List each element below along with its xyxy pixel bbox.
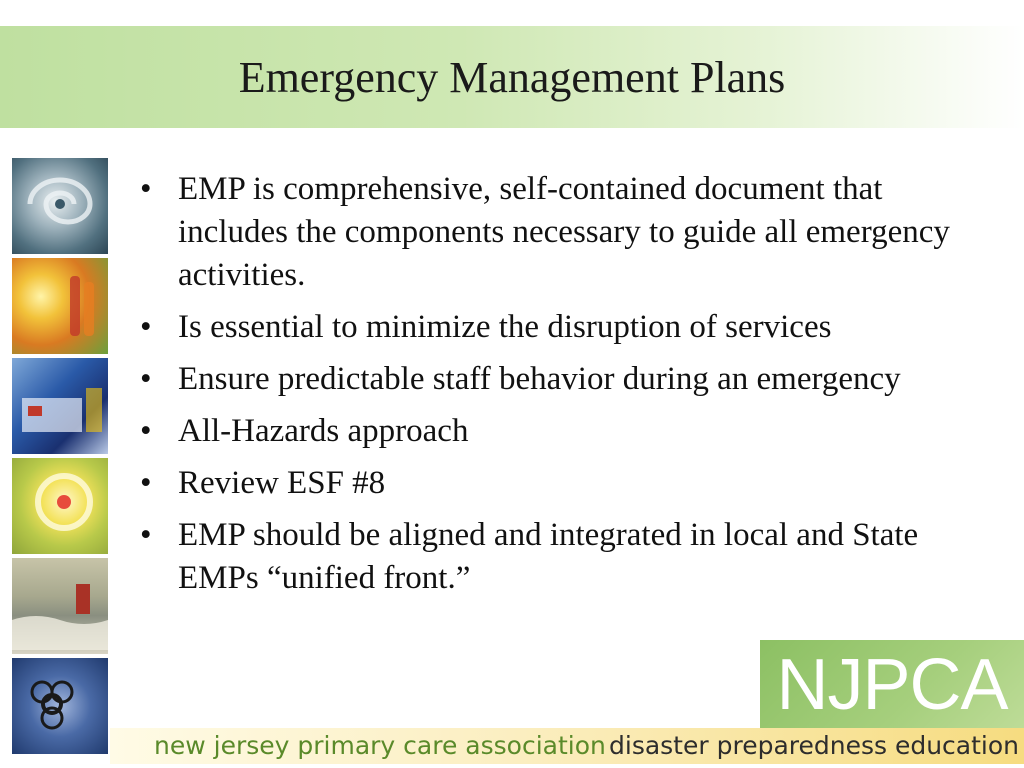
logo-text: NJPCA xyxy=(776,645,1008,725)
bullet-item xyxy=(140,168,980,297)
bullet-dot-icon: • xyxy=(140,517,152,553)
bullet-list xyxy=(140,168,980,609)
bullet-dot-icon: • xyxy=(140,171,152,207)
bullet-text: Review ESF #8 xyxy=(178,465,386,501)
bullet-text: Ensure predictable staff behavior during an emergency xyxy=(178,361,901,397)
bullet-item xyxy=(140,462,980,505)
bullet-dot-icon: • xyxy=(140,309,152,345)
bullet-dot-icon: • xyxy=(140,361,152,397)
bullet-text: All-Hazards approach xyxy=(178,413,469,449)
biohazard-photo xyxy=(12,658,108,754)
slide-title: Emergency Management Plans xyxy=(238,52,786,102)
njpca-logo xyxy=(760,640,1024,730)
bullet-text: EMP is comprehensive, self-contained document that includes the components necessary to guide all emergency activities. xyxy=(178,171,950,293)
bullet-dot-icon: • xyxy=(140,465,152,501)
photo-strip xyxy=(12,158,108,754)
emergency-vehicle-photo xyxy=(12,358,108,454)
footer-program-name: disaster preparedness education xyxy=(609,731,1020,760)
hurricane-satellite-photo xyxy=(12,158,108,254)
bullet-item xyxy=(140,358,980,401)
bullet-item xyxy=(140,514,980,600)
footer-organization-name: new jersey primary care association xyxy=(154,731,606,760)
lab-vials-photo xyxy=(12,258,108,354)
radiation-symbol-photo xyxy=(12,458,108,554)
bullet-text: Is essential to minimize the disruption of services xyxy=(178,309,832,345)
bullet-item xyxy=(140,410,980,453)
bullet-dot-icon: • xyxy=(140,413,152,449)
bullet-text: EMP should be aligned and integrated in local and State EMPs “unified front.” xyxy=(178,517,919,596)
bullet-item xyxy=(140,306,980,349)
flood-debris-photo xyxy=(12,558,108,654)
